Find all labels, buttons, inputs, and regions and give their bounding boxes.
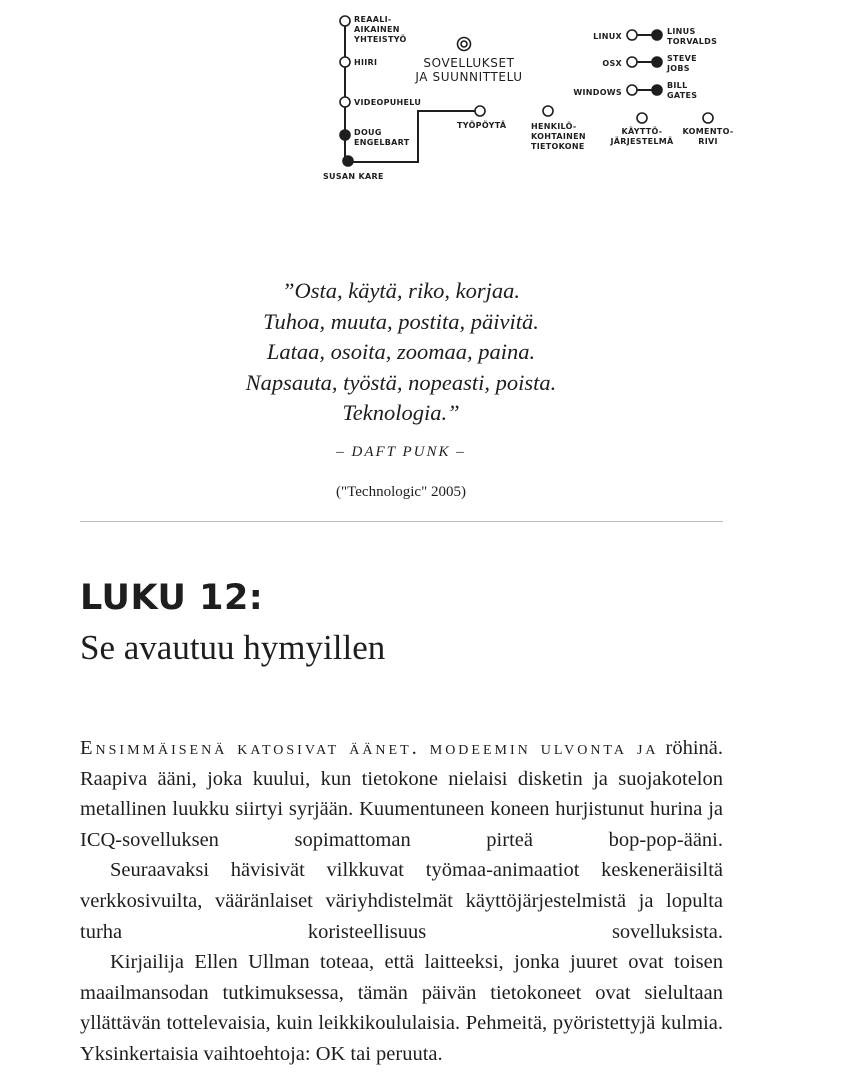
station-label: TIETOKONE (531, 142, 585, 151)
station-osx (627, 57, 637, 67)
station-kayttojarjestelma (637, 113, 647, 123)
station-label: VIDEOPUHELU (354, 98, 422, 107)
person-label: STEVE (667, 54, 697, 63)
station-label: KÄYTTÖ- (621, 127, 663, 136)
os-label: LINUX (593, 32, 622, 41)
station-windows (627, 85, 637, 95)
station-reaaliaikainen-yhteistyo (340, 16, 350, 26)
section-divider (80, 521, 723, 522)
epigraph-line: Tuhoa, muuta, postita, päivitä. (263, 308, 539, 334)
station-linus-torvalds (652, 30, 662, 40)
station-linux (627, 30, 637, 40)
transit-map-diagram (0, 0, 868, 200)
chapter-label: LUKU 12: (80, 578, 264, 618)
station-label: KOHTAINEN (531, 132, 586, 141)
station-hiiri (340, 57, 350, 67)
station-steve-jobs (652, 57, 662, 67)
station-label: ENGELBART (354, 138, 410, 147)
epigraph-line: Napsauta, työstä, nopeasti, poista. (245, 369, 557, 395)
station-label: YHTEISTYÖ (354, 35, 407, 44)
station-bill-gates (652, 85, 662, 95)
station-label: DOUG (354, 128, 382, 137)
station-label: HENKILÖ- (531, 122, 577, 131)
station-videopuhelu (340, 97, 350, 107)
epigraph-quote (0, 276, 802, 429)
epigraph-line: ”Osta, käytä, riko, korjaa. (281, 278, 521, 303)
paragraph-lead-smallcaps: Ensimmäisenä katosivat äänet. modeemin ulvonta ja (80, 737, 659, 759)
hub-label: JA SUUNNITTELU (415, 70, 523, 84)
station-komentorivi (703, 113, 713, 123)
station-tyopoyta (475, 106, 485, 116)
station-label: JÄRJESTELMÄ (610, 137, 674, 146)
paragraph-3: Kirjailija Ellen Ullman toteaa, että laitteeksi, jonka juuret ovat toisen maailmansodan tutkimuksessa, tämän päivän tietokoneet ovat sielultaan yllättävän tottelevaisia, kuin leikkikoululaisia. Pehmeitä, pyöristettyjä kulmia. Yksinkertaisia vaihtoehtoja: OK tai peruuta. (80, 951, 723, 1065)
station-label: TYÖPÖYTÄ (457, 121, 507, 130)
paragraph-1 (80, 733, 723, 855)
chapter-body (80, 733, 723, 1070)
paragraph-1-text: röhinä. Raapiva ääni, joka kuului, kun tietokone nielaisi disketin ja suojakotelon metallinen luukku siirtyi syrjään. Kuumentuneen koneen hurjistunut hurina ja ICQ-sovelluksen sopimattoman pirteä bop-pop-ääni. (80, 737, 723, 851)
person-label: JOBS (667, 64, 690, 73)
station-label: AIKAINEN (354, 25, 400, 34)
station-doug-engelbart (340, 130, 350, 140)
person-label: GATES (667, 91, 698, 100)
epigraph-author: – DAFT PUNK – (336, 444, 466, 460)
epigraph-line: Lataa, osoita, zoomaa, paina. (266, 339, 536, 364)
chapter-title: Se avautuu hymyillen (80, 628, 386, 667)
hub-station-inner-icon (461, 41, 467, 47)
station-label: HIIRI (354, 58, 378, 67)
station-label: REAALI- (354, 15, 392, 24)
station-label: SUSAN KARE (323, 172, 384, 181)
os-label: WINDOWS (573, 88, 622, 97)
station-label: RIVI (698, 137, 718, 146)
station-label: KOMENTO- (682, 127, 734, 136)
person-label: TORVALDS (667, 37, 718, 46)
os-label: OSX (602, 59, 622, 68)
station-henkilokohtainen-tietokone (543, 106, 553, 116)
epigraph-line: Teknologia.” (342, 400, 460, 425)
person-label: LINUS (667, 27, 696, 36)
paragraph-2: Seuraavaksi hävisivät vilkkuvat työmaa-animaatiot keskeneräisiltä verkkosivuilta, vääränlaiset väriyhdistelmät käyttöjärjestelmistä ja lopulta turha koristeellisuus sovelluksista. (80, 859, 723, 943)
person-label: BILL (667, 81, 688, 90)
hub-label: SOVELLUKSET (423, 56, 515, 70)
epigraph-source: ("Technologic" 2005) (336, 484, 466, 500)
station-susan-kare (343, 156, 353, 166)
